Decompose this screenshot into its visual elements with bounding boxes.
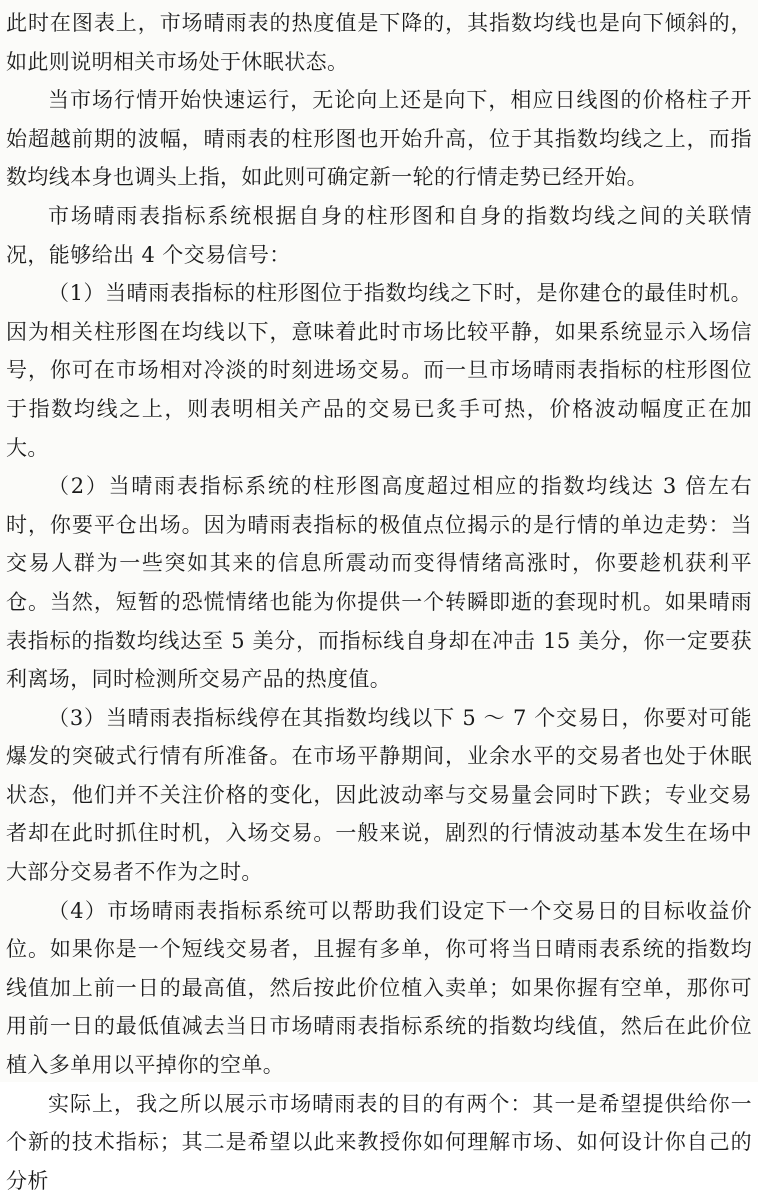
paragraph-signal-2: （2）当晴雨表指标系统的柱形图高度超过相应的指数均线达 3 倍左右时，你要平仓出场。因为晴雨表指标的极值点位揭示的是行情的单边走势：当交易人群为一些突如其来的信息所震动而变得情绪高涨时，你要趁机获利平仓。当然，短暂的恐慌情绪也能为你提供一个转瞬即逝的套现时机。如果晴雨表指标的指数均线达至 5 美分，而指标线自身却在冲击 15 美分，你一定要获利离场，同时检测所交易产品的热度值。	[6, 474, 752, 692]
paragraph-signal-1: （1）当晴雨表指标的柱形图位于指数均线之下时，是你建仓的最佳时机。因为相关柱形图在均线以下，意味着此时市场比较平静，如果系统显示入场信号，你可在市场相对冷淡的时刻进场交易。而一旦市场晴雨表指标的柱形图位于指数均线之上，则表明相关产品的交易已炙手可热，价格波动幅度正在加大。	[6, 281, 752, 460]
paragraph-sleep-state: 此时在图表上，市场晴雨表的热度值是下降的，其指数均线也是向下倾斜的，如此则说明相关市场处于休眠状态。	[6, 11, 752, 74]
paragraph-market-acceleration: 当市场行情开始快速运行，无论向上还是向下，相应日线图的价格柱子开始超越前期的波幅，晴雨表的柱形图也开始升高，位于其指数均线之上，而指数均线本身也调头上指，如此则可确定新一轮的行情走势已经开始。	[6, 88, 752, 190]
paragraph-purpose: 实际上，我之所以展示市场晴雨表的目的有两个：其一是希望提供给你一个新的技术指标；其二是希望以此来教授你如何理解市场、如何设计你自己的分析	[6, 1091, 752, 1193]
paragraph-four-signals-intro: 市场晴雨表指标系统根据自身的柱形图和自身的指数均线之间的关联情况，能够给出 4 个交易信号：	[6, 203, 752, 267]
paragraph-signal-4: （4）市场晴雨表指标系统可以帮助我们设定下一个交易日的目标收益价位。如果你是一个短线交易者，且握有多单，你可将当日晴雨表系统的指数均线值加上前一日的最高值，然后按此价位植入卖单；如果你握有空单，那你可用前一日的最低值减去当日市场晴雨表指标系统的指数均线值，然后在此价位植入多单用以平掉你的空单。	[6, 898, 752, 1078]
paragraph-signal-3: （3）当晴雨表指标线停在其指数均线以下 5 ～ 7 个交易日，你要对可能爆发的突破式行情有所准备。在市场平静期间，业余水平的交易者也处于休眠状态，他们并不关注价格的变化，因此波动率与交易量会同时下跌；专业交易者却在此时抓住时机，入场交易。一般来说，剧烈的行情波动基本发生在场中大部分交易者不作为之时。	[6, 705, 752, 885]
